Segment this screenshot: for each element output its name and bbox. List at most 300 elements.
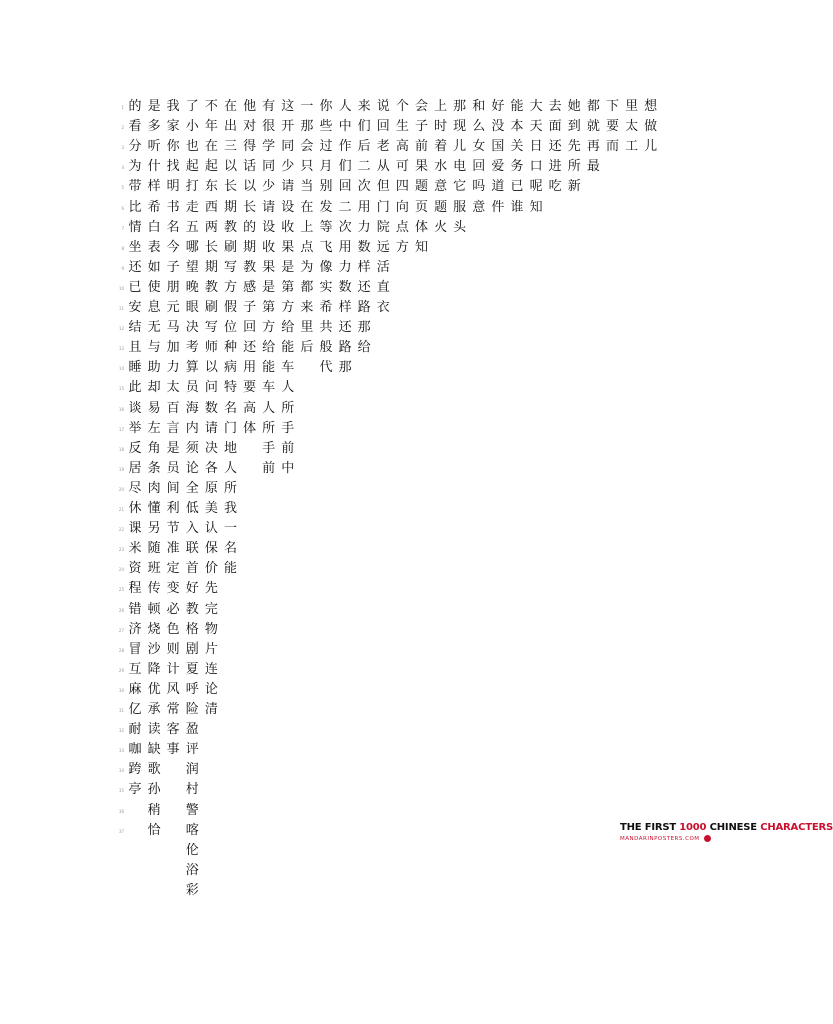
hanzi: 在 [204, 139, 218, 155]
hanzi: 条 [147, 460, 161, 476]
hanzi: 间 [166, 480, 180, 496]
row-number: 13 [118, 346, 124, 352]
character-cell [164, 502, 182, 522]
hanzi: 手 [281, 420, 295, 436]
character-cell [183, 381, 201, 401]
hanzi: 决 [185, 320, 199, 336]
hanzi: 所 [567, 159, 581, 175]
hanzi: 的 [243, 219, 257, 235]
character-cell [222, 241, 240, 261]
character-cell [183, 180, 201, 200]
character-cell [432, 201, 450, 221]
character-cell [222, 402, 240, 422]
hanzi: 出 [223, 119, 237, 135]
character-cell [202, 643, 220, 663]
character-cell [565, 120, 583, 140]
hanzi: 谈 [128, 400, 142, 416]
hanzi: 好 [185, 581, 199, 597]
hanzi: 片 [204, 641, 218, 657]
hanzi: 人 [223, 460, 237, 476]
hanzi: 刷 [204, 300, 218, 315]
character-cell [393, 140, 411, 160]
character-cell [183, 241, 201, 261]
row-number: 24 [118, 567, 124, 573]
hanzi: 车 [281, 360, 295, 376]
character-cell [183, 502, 201, 522]
hanzi: 老 [376, 139, 390, 155]
hanzi: 等 [319, 219, 333, 235]
row-number: 18 [118, 446, 124, 452]
character-cell [126, 100, 144, 120]
character-cell [413, 100, 431, 120]
hanzi: 长 [204, 239, 218, 255]
hanzi: 时 [434, 119, 448, 135]
character-cell [336, 201, 354, 221]
character-cell [183, 844, 201, 864]
hanzi: 方 [281, 300, 295, 315]
character-cell [508, 201, 526, 221]
character-cell [317, 281, 335, 301]
character-cell [393, 241, 411, 261]
hanzi: 里 [300, 320, 314, 336]
character-cell [604, 100, 622, 120]
hanzi: 教 [185, 601, 199, 617]
character-cell [355, 321, 373, 341]
hanzi: 伦 [185, 842, 199, 858]
character-cell [241, 381, 259, 401]
hanzi: 四 [395, 179, 409, 195]
hanzi: 些 [319, 119, 333, 135]
hanzi: 错 [128, 601, 142, 617]
character-cell [164, 301, 182, 321]
character-cell [183, 683, 201, 703]
hanzi: 样 [338, 300, 352, 315]
row-number: 3 [121, 145, 124, 151]
hanzi: 用 [338, 239, 352, 255]
hanzi: 位 [223, 320, 237, 336]
character-cell [336, 100, 354, 120]
website-text: MANDARINPOSTERS.COM [620, 836, 700, 842]
hanzi: 高 [395, 139, 409, 155]
hanzi: 第 [262, 300, 276, 315]
hanzi: 会 [414, 99, 428, 114]
hanzi: 但 [376, 179, 390, 195]
hanzi: 少 [262, 179, 276, 195]
character-cell [241, 341, 259, 361]
character-cell [279, 201, 297, 221]
character-cell [145, 221, 163, 241]
character-cell [241, 361, 259, 381]
hanzi: 得 [243, 139, 257, 155]
hanzi: 我 [223, 501, 237, 516]
character-cell [604, 120, 622, 140]
character-cell [279, 120, 297, 140]
hanzi: 一 [223, 521, 237, 537]
character-cell [413, 160, 431, 180]
hanzi: 学 [262, 139, 276, 155]
row-number: 19 [118, 466, 124, 472]
hanzi: 回 [472, 159, 486, 175]
character-cell [183, 562, 201, 582]
hanzi: 走 [185, 199, 199, 215]
hanzi: 可 [395, 159, 409, 175]
hanzi: 想 [644, 99, 658, 114]
character-cell [374, 221, 392, 241]
row-number: 23 [118, 547, 124, 553]
row-number: 8 [121, 245, 124, 251]
hanzi: 要 [605, 119, 619, 135]
character-cell [546, 140, 564, 160]
hanzi: 活 [376, 259, 390, 275]
hanzi: 太 [166, 380, 180, 396]
hanzi: 已 [128, 279, 142, 295]
character-cell [183, 201, 201, 221]
hanzi: 教 [243, 259, 257, 275]
character-cell [164, 321, 182, 341]
hanzi: 清 [204, 702, 218, 717]
character-cell [222, 482, 240, 502]
hanzi: 烧 [147, 621, 161, 637]
character-cell [432, 221, 450, 241]
hanzi: 今 [166, 239, 180, 255]
character-cell [145, 804, 163, 824]
hanzi: 请 [262, 199, 276, 215]
row-number: 35 [118, 788, 124, 794]
hanzi: 后 [300, 340, 314, 356]
character-cell [584, 100, 602, 120]
hanzi: 都 [586, 99, 600, 114]
character-cell [451, 180, 469, 200]
hanzi: 书 [166, 199, 180, 215]
hanzi: 所 [281, 400, 295, 416]
hanzi: 本 [510, 119, 524, 135]
row-number: 36 [118, 808, 124, 814]
hanzi: 的 [128, 99, 142, 114]
hanzi: 原 [204, 480, 218, 496]
character-cell [222, 201, 240, 221]
hanzi: 不 [204, 99, 218, 114]
character-cell [126, 201, 144, 221]
character-cell [279, 341, 297, 361]
hanzi: 喀 [185, 822, 199, 838]
character-cell [164, 623, 182, 643]
character-cell [241, 100, 259, 120]
hanzi: 点 [395, 219, 409, 235]
character-cell [183, 261, 201, 281]
row-number: 26 [118, 607, 124, 613]
hanzi: 哪 [185, 239, 199, 255]
hanzi: 是 [262, 279, 276, 295]
character-cell [336, 120, 354, 140]
character-cell [222, 120, 240, 140]
hanzi: 新 [567, 179, 581, 195]
character-cell [279, 361, 297, 381]
hanzi: 角 [147, 440, 161, 456]
character-cell [241, 140, 259, 160]
character-cell [183, 522, 201, 542]
character-cell [527, 180, 545, 200]
hanzi: 眼 [185, 300, 199, 315]
character-cell [202, 663, 220, 683]
character-cell [393, 100, 411, 120]
hanzi: 资 [128, 561, 142, 577]
character-cell [183, 100, 201, 120]
row-number: 16 [118, 406, 124, 412]
hanzi: 三 [223, 139, 237, 155]
hanzi: 电 [453, 159, 467, 175]
character-cell [222, 140, 240, 160]
hanzi: 水 [434, 159, 448, 175]
character-cell [164, 261, 182, 281]
character-cell [489, 160, 507, 180]
character-cell [145, 402, 163, 422]
hanzi: 格 [185, 621, 199, 637]
character-cell [241, 160, 259, 180]
character-cell [241, 402, 259, 422]
poster-title [620, 822, 833, 833]
hanzi: 希 [147, 199, 161, 215]
hanzi: 意 [472, 199, 486, 215]
hanzi: 优 [147, 681, 161, 697]
character-cell [355, 301, 373, 321]
character-cell [317, 160, 335, 180]
character-cell [260, 301, 278, 321]
hanzi: 须 [185, 440, 199, 456]
hanzi: 火 [434, 219, 448, 235]
character-cell [451, 221, 469, 241]
hanzi: 论 [185, 460, 199, 476]
hanzi: 彩 [185, 882, 199, 898]
character-cell [432, 140, 450, 160]
hanzi: 路 [338, 340, 352, 356]
character-cell [508, 140, 526, 160]
hanzi: 完 [204, 601, 218, 617]
hanzi: 方 [395, 239, 409, 255]
character-cell [298, 221, 316, 241]
hanzi: 客 [166, 722, 180, 738]
character-cell [317, 180, 335, 200]
hanzi: 再 [586, 139, 600, 155]
character-cell [642, 140, 660, 160]
character-cell [202, 180, 220, 200]
character-cell [222, 341, 240, 361]
hanzi: 还 [357, 279, 371, 295]
character-cell [317, 261, 335, 281]
row-number: 14 [118, 366, 124, 372]
hanzi: 衣 [376, 300, 390, 315]
hanzi: 加 [166, 340, 180, 356]
row-number: 20 [118, 486, 124, 492]
hanzi: 服 [453, 199, 467, 215]
hanzi: 知 [414, 239, 428, 255]
hanzi: 多 [147, 119, 161, 135]
hanzi: 作 [338, 139, 352, 155]
character-cell [183, 402, 201, 422]
character-cell [393, 221, 411, 241]
hanzi: 为 [128, 159, 142, 175]
hanzi: 力 [338, 259, 352, 275]
row-number: 34 [118, 768, 124, 774]
hanzi: 收 [262, 239, 276, 255]
hanzi: 长 [243, 199, 257, 215]
hanzi: 传 [147, 581, 161, 597]
hanzi: 助 [147, 360, 161, 376]
hanzi: 内 [185, 420, 199, 436]
hanzi: 与 [147, 340, 161, 356]
hanzi: 跨 [128, 762, 142, 778]
character-grid [126, 99, 660, 898]
character-cell [126, 281, 144, 301]
hanzi: 们 [357, 119, 371, 135]
character-cell [126, 221, 144, 241]
hanzi: 读 [147, 722, 161, 738]
hanzi: 写 [223, 259, 237, 275]
character-cell [241, 241, 259, 261]
character-cell [145, 160, 163, 180]
character-cell [183, 140, 201, 160]
character-cell [279, 422, 297, 442]
character-cell [298, 180, 316, 200]
character-cell [164, 683, 182, 703]
character-cell [126, 723, 144, 743]
hanzi: 易 [147, 400, 161, 416]
hanzi: 比 [128, 199, 142, 215]
hanzi: 还 [548, 139, 562, 155]
hanzi: 利 [166, 501, 180, 516]
hanzi: 在 [223, 99, 237, 114]
character-cell [336, 180, 354, 200]
character-cell [202, 542, 220, 562]
character-cell [470, 140, 488, 160]
character-cell [222, 281, 240, 301]
hanzi: 子 [166, 259, 180, 275]
character-cell [336, 221, 354, 241]
character-cell [413, 241, 431, 261]
hanzi: 开 [281, 119, 295, 135]
character-cell [202, 462, 220, 482]
character-cell [183, 623, 201, 643]
character-cell [260, 261, 278, 281]
row-number: 22 [118, 527, 124, 533]
character-cell [183, 301, 201, 321]
hanzi: 手 [262, 440, 276, 456]
hanzi: 期 [204, 259, 218, 275]
hanzi: 所 [223, 480, 237, 496]
hanzi: 必 [166, 601, 180, 617]
character-cell [336, 361, 354, 381]
hanzi: 打 [185, 179, 199, 195]
hanzi: 儿 [453, 139, 467, 155]
hanzi: 很 [262, 119, 276, 135]
hanzi: 用 [357, 199, 371, 215]
character-cell [260, 321, 278, 341]
hanzi: 事 [166, 742, 180, 758]
hanzi: 期 [223, 199, 237, 215]
hanzi: 特 [223, 380, 237, 396]
hanzi: 冒 [128, 641, 142, 657]
hanzi: 在 [300, 199, 314, 215]
hanzi: 次 [338, 219, 352, 235]
character-cell [298, 140, 316, 160]
character-cell [355, 341, 373, 361]
hanzi: 你 [166, 139, 180, 155]
character-cell [164, 562, 182, 582]
character-cell [374, 201, 392, 221]
character-cell [183, 663, 201, 683]
character-cell [164, 743, 182, 763]
hanzi: 找 [166, 159, 180, 175]
character-cell [260, 341, 278, 361]
character-cell [527, 120, 545, 140]
hanzi: 门 [223, 420, 237, 436]
hanzi: 另 [147, 521, 161, 537]
character-cell [432, 100, 450, 120]
hanzi: 节 [166, 521, 180, 537]
character-cell [164, 522, 182, 542]
hanzi: 明 [166, 179, 180, 195]
hanzi: 员 [166, 460, 180, 476]
hanzi: 病 [223, 360, 237, 376]
character-cell [260, 281, 278, 301]
character-cell [374, 100, 392, 120]
hanzi: 了 [185, 99, 199, 114]
poster-website [620, 835, 780, 842]
hanzi: 望 [185, 259, 199, 275]
row-number: 33 [118, 748, 124, 754]
hanzi: 进 [548, 159, 562, 175]
character-cell [413, 221, 431, 241]
hanzi: 远 [376, 239, 390, 255]
hanzi: 那 [357, 320, 371, 336]
character-cell [565, 100, 583, 120]
character-cell [298, 301, 316, 321]
character-cell [164, 120, 182, 140]
character-cell [317, 341, 335, 361]
hanzi: 前 [262, 460, 276, 476]
hanzi: 警 [185, 802, 199, 818]
character-cell [164, 723, 182, 743]
hanzi: 咖 [128, 742, 142, 758]
hanzi: 方 [262, 320, 276, 336]
hanzi: 息 [147, 300, 161, 315]
hanzi: 力 [166, 360, 180, 376]
hanzi: 言 [166, 420, 180, 436]
hanzi: 你 [319, 99, 333, 114]
hanzi: 直 [376, 279, 390, 295]
hanzi: 写 [204, 320, 218, 336]
hanzi: 下 [605, 99, 619, 114]
hanzi: 懂 [147, 501, 161, 516]
character-cell [126, 623, 144, 643]
character-cell [298, 341, 316, 361]
hanzi: 路 [357, 300, 371, 315]
hanzi: 果 [262, 259, 276, 275]
hanzi: 题 [414, 179, 428, 195]
character-cell [489, 140, 507, 160]
character-cell [145, 442, 163, 462]
character-cell [183, 643, 201, 663]
hanzi: 最 [586, 159, 600, 175]
character-cell [317, 301, 335, 321]
hanzi: 朋 [166, 279, 180, 295]
character-cell [202, 120, 220, 140]
hanzi: 程 [128, 581, 142, 597]
hanzi: 数 [338, 279, 352, 295]
hanzi: 名 [223, 541, 237, 557]
character-cell [222, 180, 240, 200]
hanzi: 人 [281, 380, 295, 396]
character-cell [202, 160, 220, 180]
